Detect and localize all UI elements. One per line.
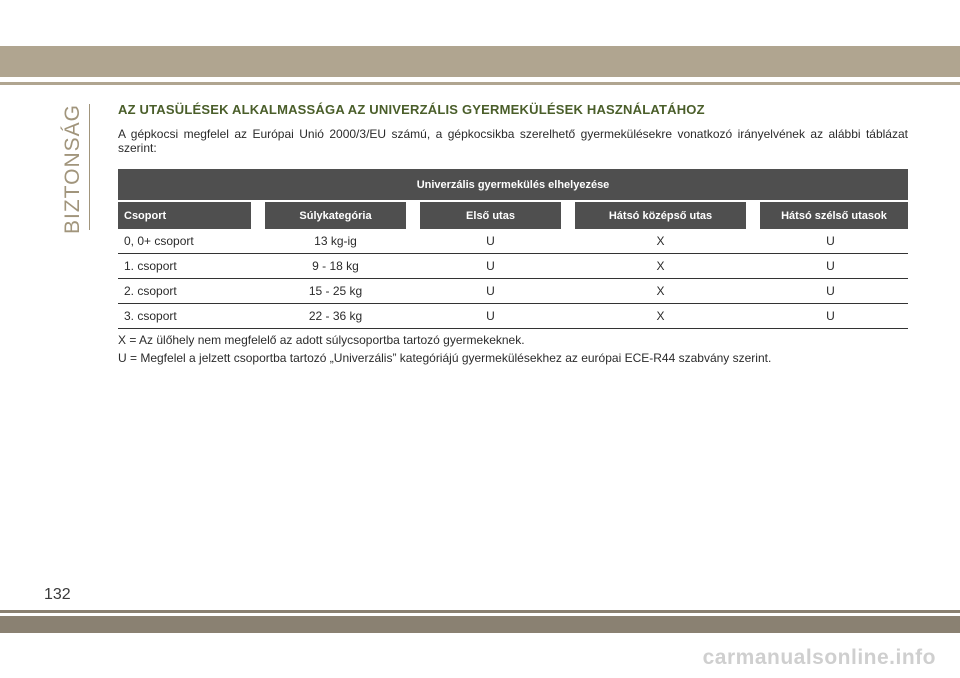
page-number: 132: [44, 586, 71, 603]
cell-rear-outer: U: [753, 279, 908, 304]
table-row: [118, 304, 908, 329]
bottom-decorative-band: [0, 616, 960, 633]
top-decorative-band: [0, 46, 960, 77]
cell-rear-center: X: [568, 254, 753, 279]
section-side-label: [53, 104, 93, 234]
cell-weight: 13 kg-ig: [258, 229, 413, 254]
table-header-row: [118, 201, 908, 229]
table-row: [118, 279, 908, 304]
legend-x-note: X = Az ülőhely nem megfelelő az adott súlycsoportba tartozó gyermekeknek.: [118, 333, 525, 347]
table-row: [118, 254, 908, 279]
table-row: [118, 229, 908, 254]
cell-front: U: [413, 229, 568, 254]
cell-rear-outer: U: [753, 229, 908, 254]
cell-front: U: [413, 254, 568, 279]
cell-group: 2. csoport: [118, 279, 258, 304]
bottom-rule: [0, 610, 960, 613]
header-rear-outer: Hátsó szélső utasok: [753, 201, 908, 229]
cell-rear-outer: U: [753, 304, 908, 329]
cell-weight: 15 - 25 kg: [258, 279, 413, 304]
section-heading: AZ UTASÜLÉSEK ALKALMASSÁGA AZ UNIVERZÁLIS GYERMEKÜLÉSEK HASZNÁLATÁHOZ: [118, 102, 705, 117]
cell-rear-center: X: [568, 279, 753, 304]
cell-rear-outer: U: [753, 254, 908, 279]
top-rule: [0, 82, 960, 85]
legend-u-note: U = Megfelel a jelzett csoportba tartozó „Univerzális” kategóriájú gyermekülésekhez az európai ECE-R44 szabvány szerint.: [118, 351, 772, 365]
site-watermark: carmanualsonline.info: [702, 646, 936, 669]
cell-rear-center: X: [568, 229, 753, 254]
intro-paragraph: A gépkocsi megfelel az Európai Unió 2000/3/EU számú, a gépkocsikba szerelhető gyermekülésekre vonatkozó irányelvének az alábbi táblázat szerint:: [118, 127, 908, 155]
cell-weight: 9 - 18 kg: [258, 254, 413, 279]
cell-group: 1. csoport: [118, 254, 258, 279]
cell-group: 0, 0+ csoport: [118, 229, 258, 254]
side-rule: [89, 104, 90, 230]
table-caption: Univerzális gyermekülés elhelyezése: [118, 169, 908, 201]
child-seat-table: [118, 169, 908, 329]
header-front-passenger: Első utas: [413, 201, 568, 229]
cell-front: U: [413, 279, 568, 304]
cell-front: U: [413, 304, 568, 329]
section-side-label-text: BIZTONSÁG: [61, 104, 84, 234]
cell-group: 3. csoport: [118, 304, 258, 329]
table-caption-row: [118, 169, 908, 201]
cell-rear-center: X: [568, 304, 753, 329]
header-rear-center: Hátsó középső utas: [568, 201, 753, 229]
cell-weight: 22 - 36 kg: [258, 304, 413, 329]
header-weight-category: Súlykategória: [258, 201, 413, 229]
header-group: Csoport: [118, 201, 258, 229]
